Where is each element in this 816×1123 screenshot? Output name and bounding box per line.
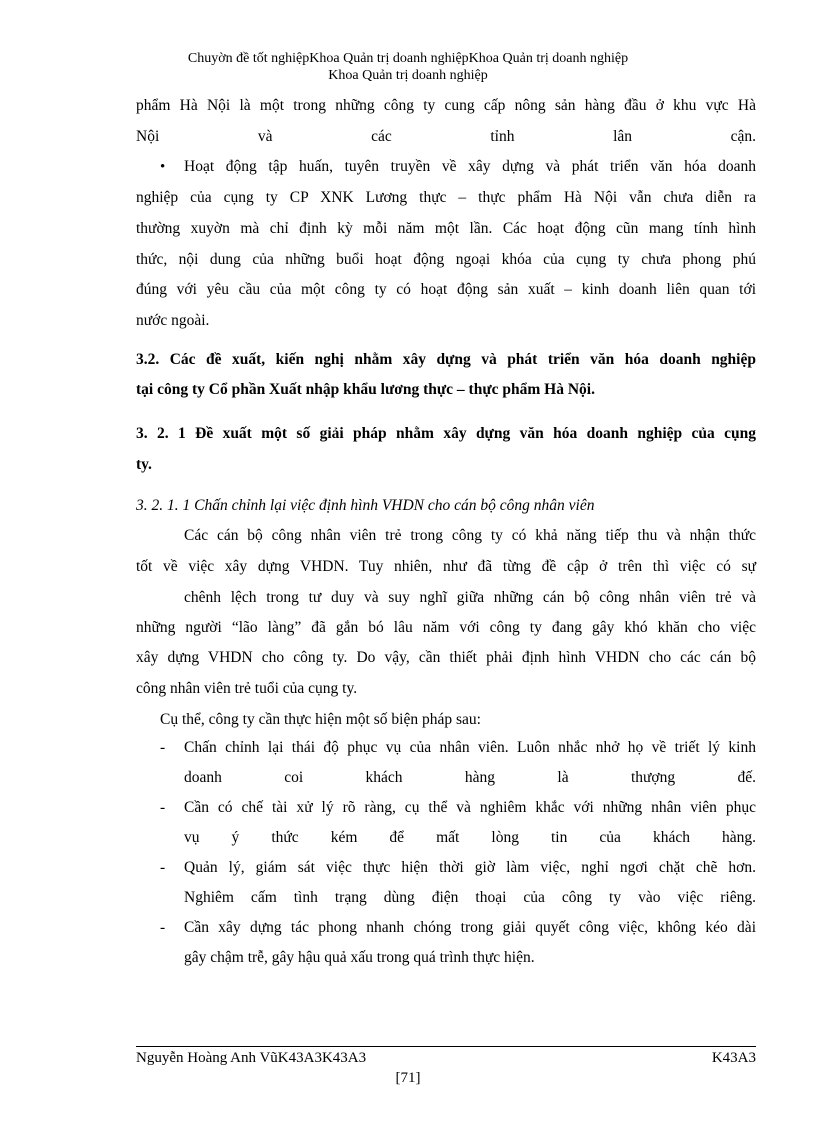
footer-class-code: K43A3 bbox=[711, 1050, 756, 1066]
list-item-line: vụ ý thức kém để mất lòng tin của khách hàng. bbox=[184, 829, 756, 846]
paragraph-line: tốt về việc xây dựng VHDN. Tuy nhiên, như đã từng đề cập ở trên thì việc có sự bbox=[136, 558, 756, 575]
dash-marker: - bbox=[160, 799, 166, 816]
page-number: [71] bbox=[395, 1070, 421, 1086]
running-header: Chuyờn đề tốt nghiệpKhoa Quản trị doanh nghiệpKhoa Quản trị doanh nghiệp bbox=[187, 51, 629, 66]
bullet-marker: • bbox=[160, 159, 166, 175]
subsection-heading: 3. 2. 1 Đề xuất một số giải pháp nhằm xây dựng văn hóa doanh nghiệp của cụng bbox=[136, 425, 756, 442]
dash-marker: - bbox=[160, 739, 166, 756]
list-item-line: Cần xây dựng tác phong nhanh chóng trong giải quyết công việc, không kéo dài bbox=[184, 919, 756, 936]
paragraph-line: Cụ thể, công ty cần thực hiện một số biện pháp sau: bbox=[160, 711, 481, 728]
list-item-line: gây chậm trễ, gây hậu quả xấu trong quá trình thực hiện. bbox=[184, 949, 535, 966]
section-heading: tại công ty Cổ phần Xuất nhập khẩu lương thực – thực phẩm Hà Nội. bbox=[136, 381, 595, 398]
paragraph-line: nước ngoài. bbox=[136, 312, 210, 329]
running-header-subline: Khoa Quản trị doanh nghiệp bbox=[328, 68, 488, 83]
footer-author: Nguyễn Hoàng Anh VũK43A3K43A3 bbox=[136, 1050, 367, 1066]
dash-marker: - bbox=[160, 859, 166, 876]
list-item-line: Nghiêm cấm tình trạng dùng điện thoại của công ty vào việc riêng. bbox=[184, 889, 756, 906]
paragraph-line: thường xuyờn mà chỉ định kỳ mỗi năm một lần. Các hoạt động cũn mang tính hình bbox=[136, 220, 756, 237]
paragraph-line: chênh lệch trong tư duy và suy nghĩ giữa những cán bộ công nhân viên trẻ và bbox=[184, 589, 756, 606]
list-item-line: Quản lý, giám sát việc thực hiện thời giờ làm việc, nghỉ ngơi chặt chẽ hơn. bbox=[184, 859, 756, 876]
paragraph-line: Nội và các tỉnh lân cận. bbox=[136, 128, 756, 145]
paragraph-line: xây dựng VHDN cho công ty. Do vậy, cần thiết phải định hình VHDN cho các cán bộ bbox=[136, 649, 756, 666]
paragraph-line: thức, nội dung của những buổi hoạt động ngoại khóa của cụng ty chưa phong phú bbox=[136, 251, 756, 268]
subsection-heading: ty. bbox=[136, 456, 152, 473]
paragraph-line: Hoạt động tập huấn, tuyên truyền về xây dựng và phát triển văn hóa doanh bbox=[184, 158, 756, 175]
list-item-line: Chấn chỉnh lại thái độ phục vụ của nhân viên. Luôn nhắc nhở họ về triết lý kinh bbox=[184, 739, 756, 756]
list-item-line: Cần có chế tài xử lý rõ ràng, cụ thể và nghiêm khắc với những nhân viên phục bbox=[184, 799, 756, 816]
paragraph-line: Các cán bộ công nhân viên trẻ trong công ty có khả năng tiếp thu và nhận thức bbox=[184, 527, 756, 544]
paragraph-line: những người “lão làng” đã gắn bó lâu năm với công ty đang gây khó khăn cho việc bbox=[136, 619, 756, 636]
dash-marker: - bbox=[160, 919, 166, 936]
paragraph-line: công nhân viên trẻ tuổi của cụng ty. bbox=[136, 680, 358, 697]
list-item-line: doanh coi khách hàng là thượng đế. bbox=[184, 769, 756, 786]
section-heading: 3.2. Các đề xuất, kiến nghị nhằm xây dựng và phát triển văn hóa doanh nghiệp bbox=[136, 351, 756, 368]
footer-divider bbox=[136, 1046, 756, 1047]
paragraph-line: đúng với yêu cầu của một công ty có hoạt động sản xuất – kinh doanh liên quan tới bbox=[136, 281, 756, 298]
sub-subsection-heading: 3. 2. 1. 1 Chấn chỉnh lại việc định hình VHDN cho cán bộ công nhân viên bbox=[136, 497, 595, 514]
paragraph-line: phẩm Hà Nội là một trong những công ty cung cấp nông sản hàng đầu ở khu vực Hà bbox=[136, 97, 756, 114]
paragraph-line: nghiệp của cụng ty CP XNK Lương thực – thực phẩm Hà Nội vẫn chưa diễn ra bbox=[136, 189, 756, 206]
